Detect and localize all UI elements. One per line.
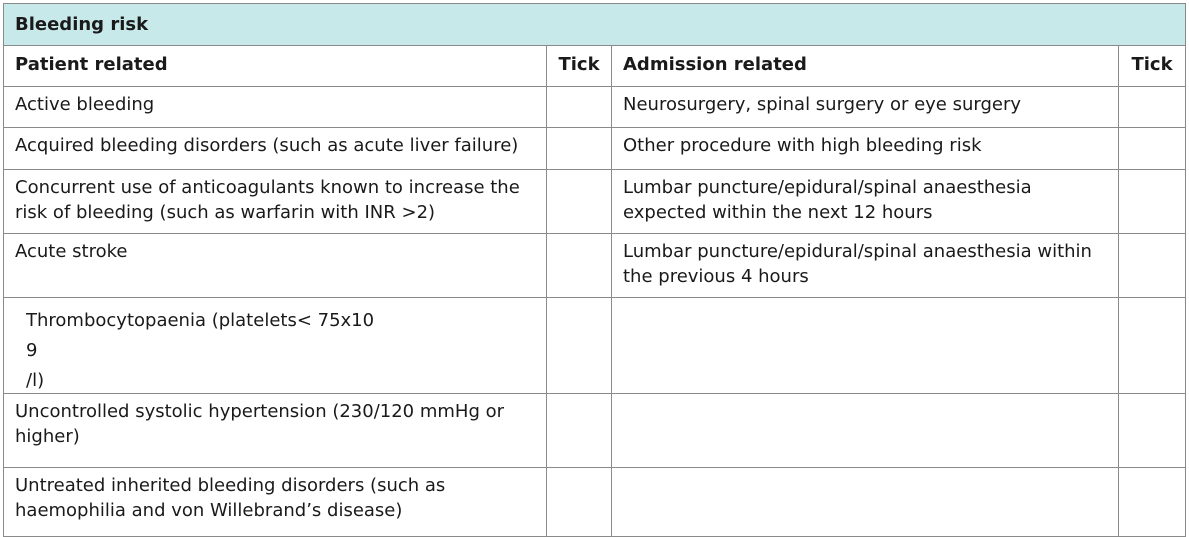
table-row <box>4 170 1186 234</box>
header-tick-right <box>1119 46 1186 87</box>
admission-risk-cell-empty <box>612 394 1119 468</box>
header-patient-related <box>4 46 547 87</box>
tick-box-patient[interactable] <box>547 298 612 394</box>
table-row <box>4 394 1186 468</box>
header-admission-related <box>612 46 1119 87</box>
patient-risk-text-main: Thrombocytopaenia (platelets< 75x10 <box>26 310 375 331</box>
patient-risk-cell <box>4 128 547 170</box>
table-row <box>4 468 1186 537</box>
patient-risk-text <box>4 298 546 393</box>
patient-risk-cell <box>4 468 547 537</box>
tick-box-admission[interactable] <box>1119 298 1186 394</box>
patient-risk-text: Untreated inherited bleeding disorders (such as haemophilia and von Willebrand’s disease) <box>15 475 446 521</box>
header-tick-left-label: Tick <box>558 54 600 75</box>
header-tick-left <box>547 46 612 87</box>
patient-risk-cell <box>4 234 547 298</box>
patient-risk-text: Acquired bleeding disorders (such as acute liver failure) <box>15 135 519 156</box>
patient-risk-cell <box>4 394 547 468</box>
admission-risk-text: Lumbar puncture/epidural/spinal anaesthesia within the previous 4 hours <box>623 241 1092 287</box>
table-title-cell <box>4 4 1186 46</box>
admission-risk-text: Lumbar puncture/epidural/spinal anaesthesia expected within the next 12 hours <box>623 177 1032 223</box>
tick-box-patient[interactable] <box>547 394 612 468</box>
tick-box-admission[interactable] <box>1119 87 1186 128</box>
table-row <box>4 234 1186 298</box>
patient-risk-text: Concurrent use of anticoagulants known to increase the risk of bleeding (such as warfarin with INR >2) <box>15 177 520 223</box>
tick-box-patient[interactable] <box>547 234 612 298</box>
tick-box-patient[interactable] <box>547 128 612 170</box>
patient-risk-text: Acute stroke <box>15 241 128 262</box>
admission-risk-cell <box>612 170 1119 234</box>
tick-box-patient[interactable] <box>547 87 612 128</box>
header-admission-label: Admission related <box>623 54 807 75</box>
table-row <box>4 298 1186 394</box>
bleeding-risk-form <box>3 3 1185 537</box>
header-patient-label: Patient related <box>15 54 168 75</box>
admission-risk-text <box>612 394 1118 399</box>
admission-risk-text <box>612 468 1118 473</box>
table-row <box>4 128 1186 170</box>
admission-risk-text <box>612 298 1118 303</box>
tick-box-admission[interactable] <box>1119 128 1186 170</box>
patient-risk-cell <box>4 298 547 394</box>
tick-box-admission[interactable] <box>1119 394 1186 468</box>
tick-box-patient[interactable] <box>547 468 612 537</box>
admission-risk-cell-empty <box>612 298 1119 394</box>
patient-risk-cell <box>4 87 547 128</box>
bleeding-risk-table <box>3 3 1186 537</box>
header-tick-right-label: Tick <box>1131 54 1173 75</box>
tick-box-admission[interactable] <box>1119 234 1186 298</box>
patient-risk-text: Uncontrolled systolic hypertension (230/120 mmHg or higher) <box>15 401 505 447</box>
tick-box-patient[interactable] <box>547 170 612 234</box>
table-title: Bleeding risk <box>15 14 149 35</box>
admission-risk-cell <box>612 87 1119 128</box>
admission-risk-cell <box>612 128 1119 170</box>
superscript-exponent: 9 <box>26 340 38 361</box>
table-row <box>4 87 1186 128</box>
admission-risk-text: Other procedure with high bleeding risk <box>623 135 982 156</box>
patient-risk-cell <box>4 170 547 234</box>
admission-risk-text: Neurosurgery, spinal surgery or eye surgery <box>623 94 1022 115</box>
tick-box-admission[interactable] <box>1119 468 1186 537</box>
admission-risk-cell-empty <box>612 468 1119 537</box>
admission-risk-cell <box>612 234 1119 298</box>
patient-risk-text-unit: /l) <box>26 370 45 391</box>
patient-risk-text: Active bleeding <box>15 94 155 115</box>
tick-box-admission[interactable] <box>1119 170 1186 234</box>
